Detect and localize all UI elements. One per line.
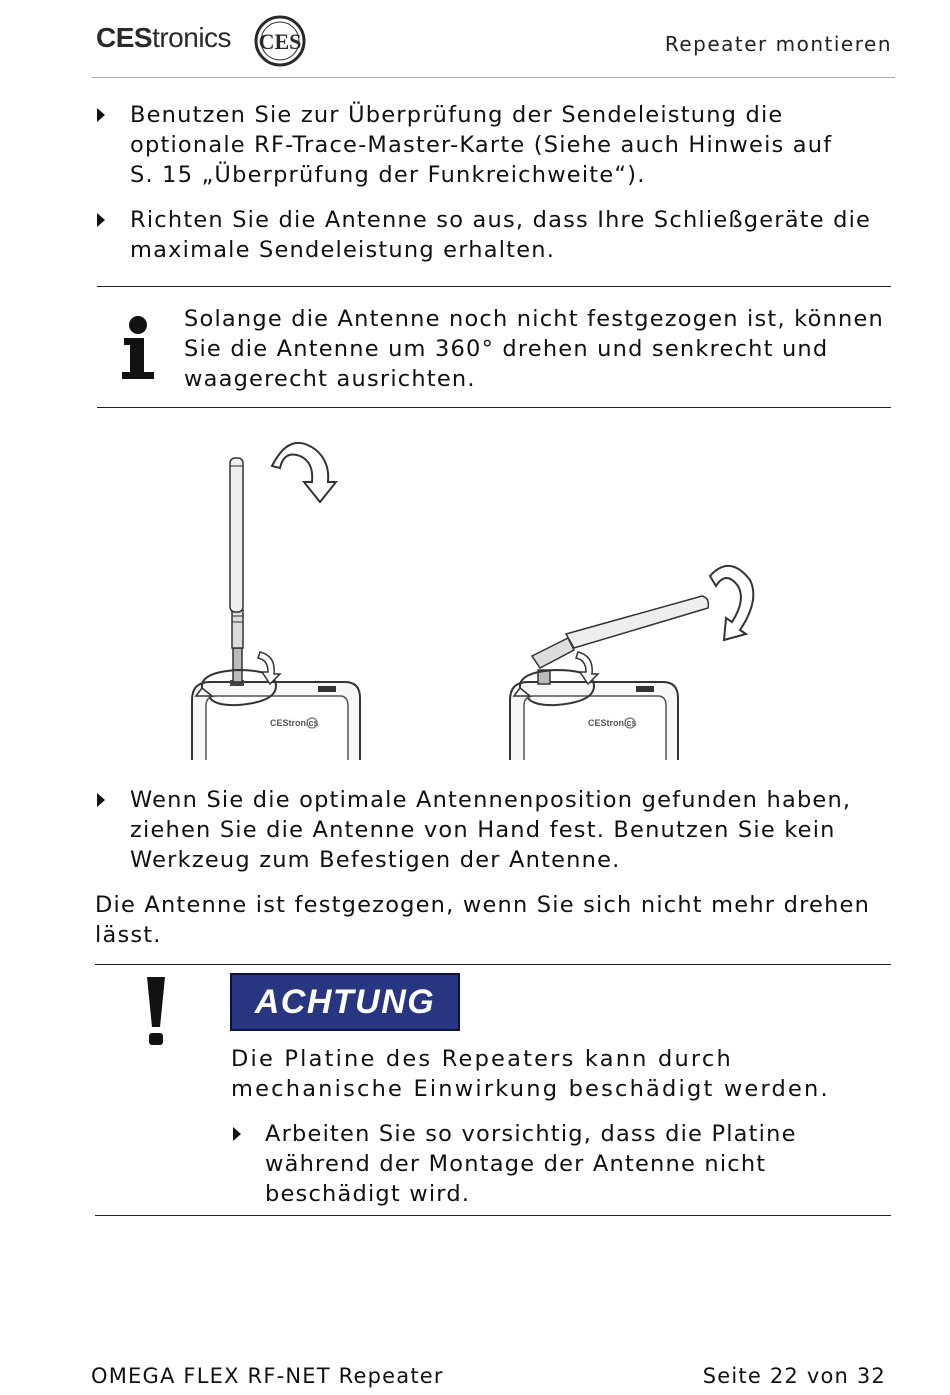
antenna-illustration [180, 430, 780, 765]
divider [95, 964, 891, 965]
divider [95, 1215, 891, 1216]
divider [97, 407, 891, 408]
footer-product-name: OMEGA FLEX RF-NET Repeater [91, 1364, 444, 1388]
device-logo-text: CEStronics [270, 718, 319, 728]
warning-bullet-text: Arbeiten Sie so vorsichtig, dass die Platine während der Montage der Antenne nicht beschädigt wird. [265, 1121, 797, 1207]
bullet-arrow-icon [97, 108, 105, 122]
header-divider [92, 77, 895, 78]
bullet-arrow-icon [233, 1127, 241, 1141]
brand-logo-text: CEStronics [96, 22, 232, 53]
warning-label-badge: ACHTUNG [230, 973, 460, 1031]
bullet-arrow-icon [97, 793, 105, 807]
bullet-text: Richten Sie die Antenne so aus, dass Ihre Schließgeräte die maximale Sendeleistung erhalten. [130, 207, 872, 263]
warning-text: Die Platine des Repeaters kann durch mechanische Einwirkung beschädigt werden. [231, 1046, 830, 1102]
exclamation-icon [144, 975, 168, 1047]
bullet-text: Wenn Sie die optimale Antennenposition gefunden haben, ziehen Sie die Antenne von Hand fest. Benutzen Sie kein Werkzeug zum Befestigen der Antenne. [130, 787, 852, 873]
section-title: Repeater montieren [664, 32, 892, 56]
divider [97, 286, 891, 287]
device-logo-text: CEStronics [588, 718, 637, 728]
body-paragraph: Die Antenne ist festgezogen, wenn Sie sich nicht mehr drehen lässt. [95, 892, 871, 948]
info-note-text: Solange die Antenne noch nicht festgezogen ist, können Sie die Antenne um 360° drehen und senkrecht und waagerecht ausrichten. [184, 306, 884, 392]
device-angled-antenna [510, 566, 753, 760]
svg-text:CES: CES [258, 29, 302, 54]
bullet-arrow-icon [97, 213, 105, 227]
bullet-text: Benutzen Sie zur Überprüfung der Sendeleistung die optionale RF-Trace-Master-Karte (Siehe auch Hinweis auf S. 15 „Überprüfung der Funkreichweite“). [130, 102, 833, 188]
brand-seal-icon [253, 14, 307, 68]
info-icon [118, 314, 160, 380]
footer-page-number: Seite 22 von 32 [702, 1364, 886, 1388]
device-vertical-antenna [192, 443, 360, 760]
